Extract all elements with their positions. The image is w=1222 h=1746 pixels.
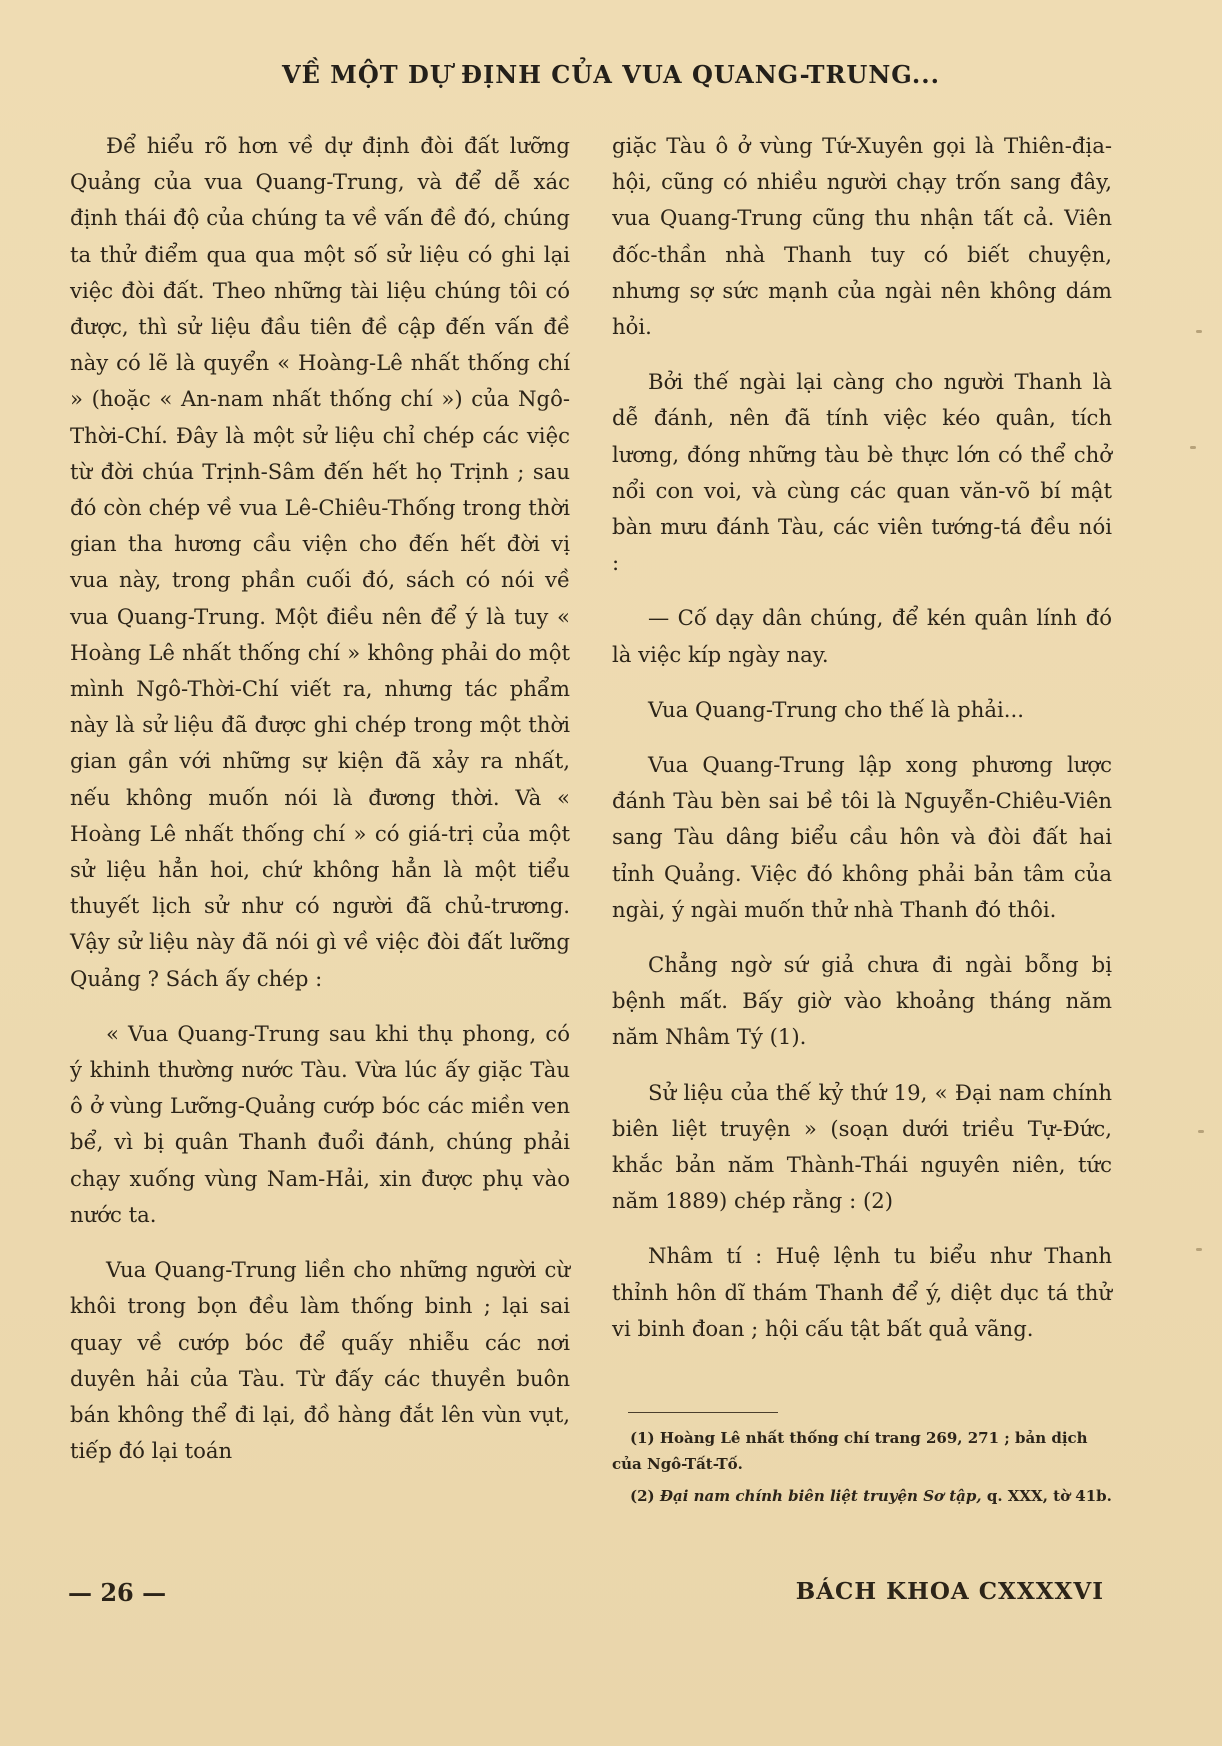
footnote-2-ref: q. XXX, tờ 41b. bbox=[986, 1487, 1112, 1505]
left-column bbox=[70, 128, 570, 1469]
footnote-2-title: Đại nam chính biên liệt truyện Sơ tập, bbox=[659, 1487, 982, 1505]
paragraph: Nhâm tí : Huệ lệnh tu biểu như Thanh thỉnh hôn dĩ thám Thanh để ý, diệt dục tá thử vi binh đoan ; hội cấu tật bất quả vãng. bbox=[612, 1243, 1112, 1341]
footnote-1: (1) Hoàng Lê nhất thống chí trang 269, 271 ; bản dịch của Ngô-Tất-Tố. bbox=[612, 1429, 1088, 1473]
paragraph-continued: giặc Tàu ô ở vùng Tứ-Xuyên gọi là Thiên-địa-hội, cũng có nhiều người chạy trốn sang đây, vua Quang-Trung cũng thu nhận tất cả. Viên đốc-thần nhà Thanh tuy có biết chuyện, nhưng sợ sức mạnh của ngài nên không dám hỏi. bbox=[612, 133, 1112, 340]
paragraph: Để hiểu rõ hơn về dự định đòi đất lưỡng Quảng của vua Quang-Trung, và để dễ xác định thái độ của chúng ta về vấn đề đó, chúng ta thử điểm qua qua một số sử liệu có ghi lại việc đòi đất. Theo những tài liệu chúng tôi có được, thì sử liệu đầu tiên đề cập đến vấn đề này có lẽ là quyển « Hoàng-Lê nhất thống chí » (hoặc « An-nam nhất thống chí ») của Ngô-Thời-Chí. Đây là một sử liệu chỉ chép các việc từ đời chúa Trịnh-Sâm đến hết họ Trịnh ; sau đó còn chép về vua Lê-Chiêu-Thống trong thời gian tha hương cầu viện cho đến hết đời vị vua này, trong phần cuối đó, sách có nói về vua Quang-Trung. Một điều nên để ý là tuy « Hoàng Lê nhất thống chí » không phải do một mình Ngô-Thời-Chí viết ra, nhưng tác phẩm này là sử liệu đã được ghi chép trong một thời gian gần với những sự kiện đã xảy ra nhất, nếu không muốn nói là đương thời. Và « Hoàng Lê nhất thống chí » có giá-trị của một sử liệu hẳn hoi, chứ không hẳn là một tiểu thuyết lịch sử như có người đã chủ-trương. Vậy sử liệu này đã nói gì về việc đòi đất lưỡng Quảng ? Sách ấy chép : bbox=[70, 133, 570, 991]
footnote-divider bbox=[628, 1412, 778, 1413]
footnotes bbox=[612, 1425, 1112, 1515]
magazine-issue: BÁCH KHOA CXXXXVI bbox=[795, 1578, 1104, 1605]
footnote-2 bbox=[612, 1483, 1112, 1509]
paper-speck bbox=[1196, 330, 1202, 333]
article-title: VỀ MỘT DỰ ĐỊNH CỦA VUA QUANG-TRUNG... bbox=[282, 60, 940, 89]
quote-paragraph: Vua Quang-Trung liền cho những người cừ khôi trong bọn đều làm thống binh ; lại sai quay về cướp bóc để quấy nhiễu các nơi duyên hải của Tàu. Từ đấy các thuyền buôn bán không thể đi lại, đồ hàng đắt lên vùn vụt, tiếp đó lại toán bbox=[70, 1257, 570, 1464]
footnote-2-marker: (2) bbox=[630, 1487, 655, 1505]
paragraph: Vua Quang-Trung cho thế là phải... bbox=[648, 696, 1024, 722]
quote-paragraph: « Vua Quang-Trung sau khi thụ phong, có ý khinh thường nước Tàu. Vừa lúc ấy giặc Tàu ô ở vùng Lưỡng-Quảng cướp bóc các miền ven bể, vì bị quân Thanh đuổi đánh, chúng phải chạy xuống vùng Nam-Hải, xin được phụ vào nước ta. bbox=[70, 1020, 570, 1227]
paragraph: Sử liệu của thế kỷ thứ 19, « Đại nam chính biên liệt truyện » (soạn dưới triều Tự-Đức, khắc bản năm Thành-Thái nguyên niên, tức năm 1889) chép rằng : (2) bbox=[612, 1079, 1112, 1214]
paper-speck bbox=[1190, 446, 1196, 449]
paper-speck bbox=[1198, 1130, 1204, 1133]
page-number: — 26 — bbox=[68, 1578, 167, 1607]
paragraph: Chẳng ngờ sứ giả chưa đi ngài bỗng bị bệnh mất. Bấy giờ vào khoảng tháng năm năm Nhâm Tý (1). bbox=[612, 952, 1112, 1050]
paper-speck bbox=[1196, 1248, 1202, 1251]
right-column bbox=[612, 128, 1112, 1347]
paragraph: Vua Quang-Trung lập xong phương lược đánh Tàu bèn sai bề tôi là Nguyễn-Chiêu-Viên sang Tàu dâng biểu cầu hôn và đòi đất hai tỉnh Quảng. Việc đó không phải bản tâm của ngài, ý ngài muốn thử nhà Thanh đó thôi. bbox=[612, 752, 1112, 922]
dialogue-line: — Cố dạy dân chúng, để kén quân lính đó là việc kíp ngày nay. bbox=[612, 605, 1112, 667]
paragraph: Bởi thế ngài lại càng cho người Thanh là dễ đánh, nên đã tính việc kéo quân, tích lương, đóng những tàu bè thực lớn có thể chở nổi con voi, và cùng các quan văn-võ bí mật bàn mưu đánh Tàu, các viên tướng-tá đều nói : bbox=[612, 369, 1112, 576]
